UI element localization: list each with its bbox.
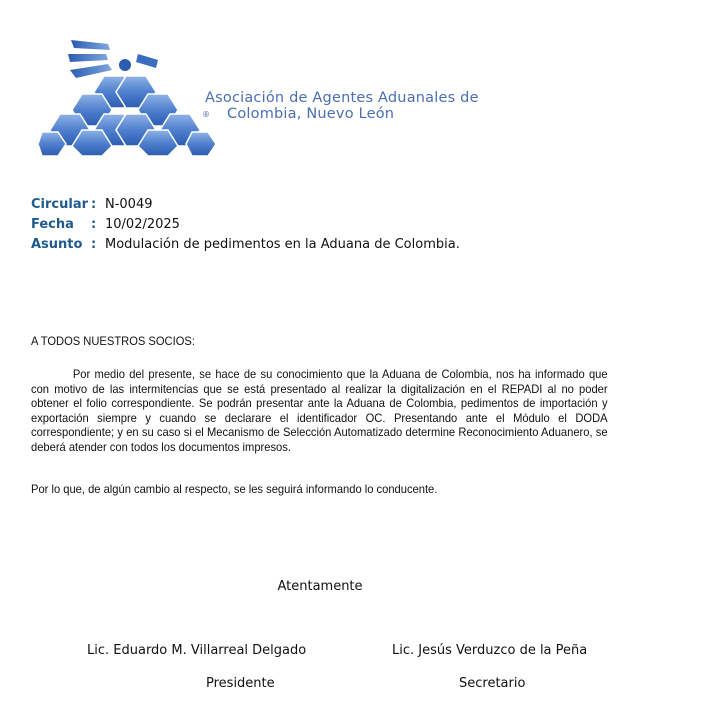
signatory-2-title: Secretario: [459, 676, 526, 691]
circular-meta: [31, 195, 460, 255]
separator: :: [91, 197, 97, 212]
organization-name-line1: Asociación de Agentes Aduanales de: [205, 90, 479, 106]
fecha-row: [31, 215, 460, 235]
fecha-value: 10/02/2025: [105, 217, 180, 232]
signatory-1-name: Lic. Eduardo M. Villarreal Delgado: [87, 643, 307, 658]
separator: :: [91, 237, 97, 252]
organization-name: [205, 90, 479, 122]
circular-label: Circular: [31, 197, 89, 212]
asunto-label: Asunto: [31, 237, 83, 252]
registered-mark: ®: [202, 110, 210, 119]
asunto-row: [31, 235, 460, 255]
signatory-1-title: Presidente: [206, 676, 275, 691]
organization-name-line2: Colombia, Nuevo León: [227, 106, 395, 122]
salutation: A TODOS NUESTROS SOCIOS:: [31, 334, 195, 348]
association-logo-icon: [38, 32, 218, 156]
signatory-2-name: Lic. Jesús Verduzco de la Peña: [392, 643, 588, 658]
body-paragraph-2: Por lo que, de algún cambio al respecto, se les seguirá informando lo conducente.: [31, 482, 438, 496]
circular-value: N-0049: [105, 197, 153, 212]
body-paragraph-1: Por medio del presente, se hace de su conocimiento que la Aduana de Colombia, nos ha informado que con motivo de las intermitencias que se está presentado al realizar la digitalización en el REPADI al no poder obtener el folio correspondiente. Se podrán presentar ante la Aduana de Colombia, pedimentos de importación y exportación siempre y cuando se declarare el identificador OC. Presentando ante el Módulo el DODA correspondiente; y en su caso si el Mecanismo de Selección Automatizado determine Reconocimiento Aduanero, se deberá atender con todos los documentos impresos.: [31, 367, 608, 454]
circular-row: [31, 195, 460, 215]
asunto-value: Modulación de pedimentos en la Aduana de Colombia.: [105, 237, 460, 252]
separator: :: [91, 217, 97, 232]
closing-text: Atentamente: [277, 579, 363, 594]
fecha-label: Fecha: [31, 217, 74, 232]
